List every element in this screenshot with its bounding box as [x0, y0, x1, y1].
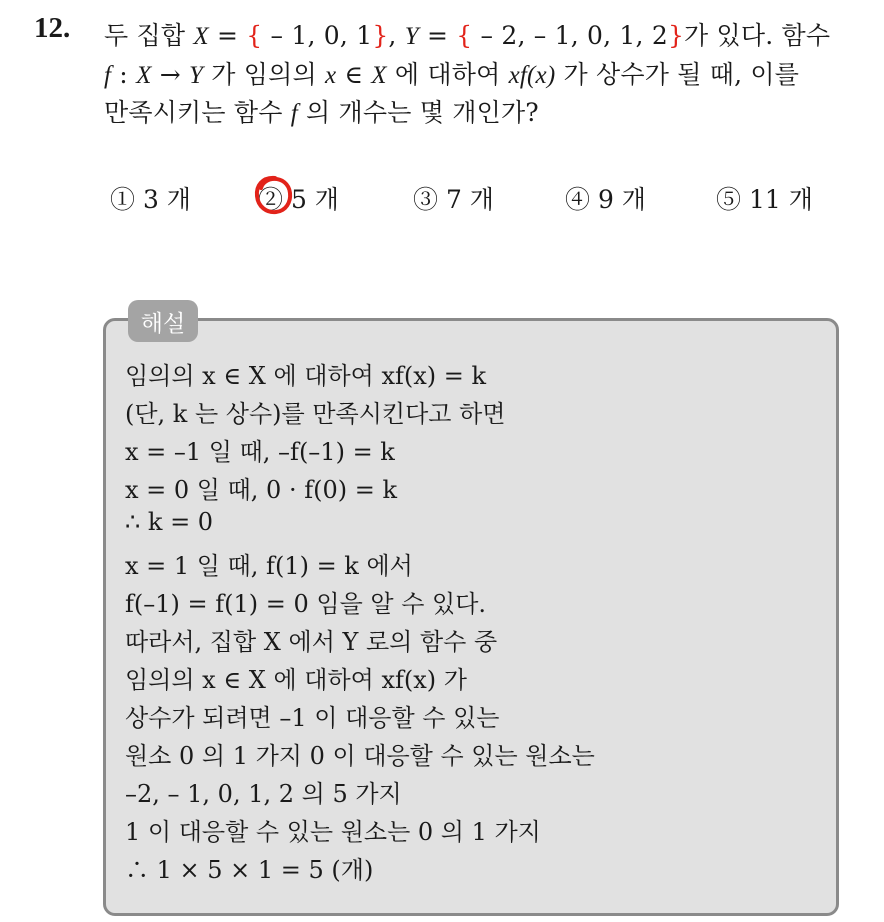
solution-tab: 해설 — [128, 300, 198, 342]
brace-close: } — [372, 21, 389, 50]
question-line-2 — [104, 55, 799, 91]
choice-4[interactable]: ④ 9 개 — [565, 185, 646, 214]
solution-line: –2, – 1, 0, 1, 2 의 5 가지 — [125, 780, 402, 808]
choice-1[interactable]: ① 3 개 — [110, 185, 191, 214]
question-text: 두 집합 — [104, 21, 194, 50]
choice-2[interactable]: ② 5 개 — [258, 185, 339, 214]
brace-open: { — [456, 21, 473, 50]
arrow-symbol: → — [151, 60, 190, 89]
set-y-elements: – 2, – 1, 0, 1, 2 — [472, 21, 668, 50]
question-text: 만족시키는 함수 — [104, 98, 291, 127]
set-name-y: Y — [189, 62, 204, 89]
solution-line: ∴ 1 × 5 × 1 = 5 (개) — [125, 856, 374, 884]
brace-close: } — [667, 21, 685, 50]
set-name-x: X — [193, 23, 209, 50]
question-text: 가 상수가 될 때, 이를 — [555, 60, 800, 89]
solution-line: 상수가 되려면 –1 이 대응할 수 있는 — [125, 704, 500, 732]
solution-line: 임의의 x ∈ X 에 대하여 xf(x) = k — [125, 362, 487, 390]
question-text: 에 대하여 — [386, 60, 509, 89]
question-line-1 — [104, 16, 830, 52]
set-name-x: X — [371, 62, 387, 89]
solution-line: 1 이 대응할 수 있는 원소는 0 의 1 가지 — [125, 818, 541, 846]
function-f: f — [104, 62, 112, 89]
expression-xfx: xf(x) — [508, 62, 556, 89]
solution-line: 따라서, 집합 X 에서 Y 로의 함수 중 — [125, 628, 498, 656]
question-text: 가 임의의 — [203, 60, 325, 89]
solution-line: ∴ k = 0 — [125, 508, 214, 536]
function-f: f — [290, 100, 298, 127]
variable-x: x — [324, 62, 337, 89]
solution-line: f(–1) = f(1) = 0 임을 알 수 있다. — [125, 590, 487, 618]
question-text: = — [418, 21, 457, 50]
element-of-symbol: ∈ — [336, 60, 372, 89]
set-x-elements: – 1, 0, 1 — [262, 21, 373, 50]
solution-line: x = 1 일 때, f(1) = k 에서 — [125, 552, 413, 580]
solution-line: x = 0 일 때, 0 · f(0) = k — [125, 476, 398, 504]
solution-line: (단, k 는 상수)를 만족시킨다고 하면 — [125, 400, 506, 428]
question-text: = — [208, 21, 247, 50]
question-line-3 — [104, 93, 539, 129]
answer-circle-mark — [253, 174, 293, 216]
choice-3[interactable]: ③ 7 개 — [413, 185, 494, 214]
choice-5[interactable]: ⑤ 11 개 — [716, 185, 813, 214]
solution-line: 임의의 x ∈ X 에 대하여 xf(x) 가 — [125, 666, 467, 694]
question-number: 12. — [34, 12, 71, 44]
solution-line: 원소 0 의 1 가지 0 이 대응할 수 있는 원소는 — [125, 742, 595, 770]
set-name-x: X — [136, 62, 152, 89]
set-name-y: Y — [404, 23, 419, 50]
question-text: 의 개수는 몇 개인가? — [297, 98, 539, 127]
question-text: , — [388, 21, 405, 50]
solution-line: x = –1 일 때, –f(–1) = k — [125, 438, 395, 466]
question-text: : — [111, 60, 137, 89]
question-text: 가 있다. 함수 — [684, 21, 831, 50]
brace-open: { — [246, 21, 263, 50]
